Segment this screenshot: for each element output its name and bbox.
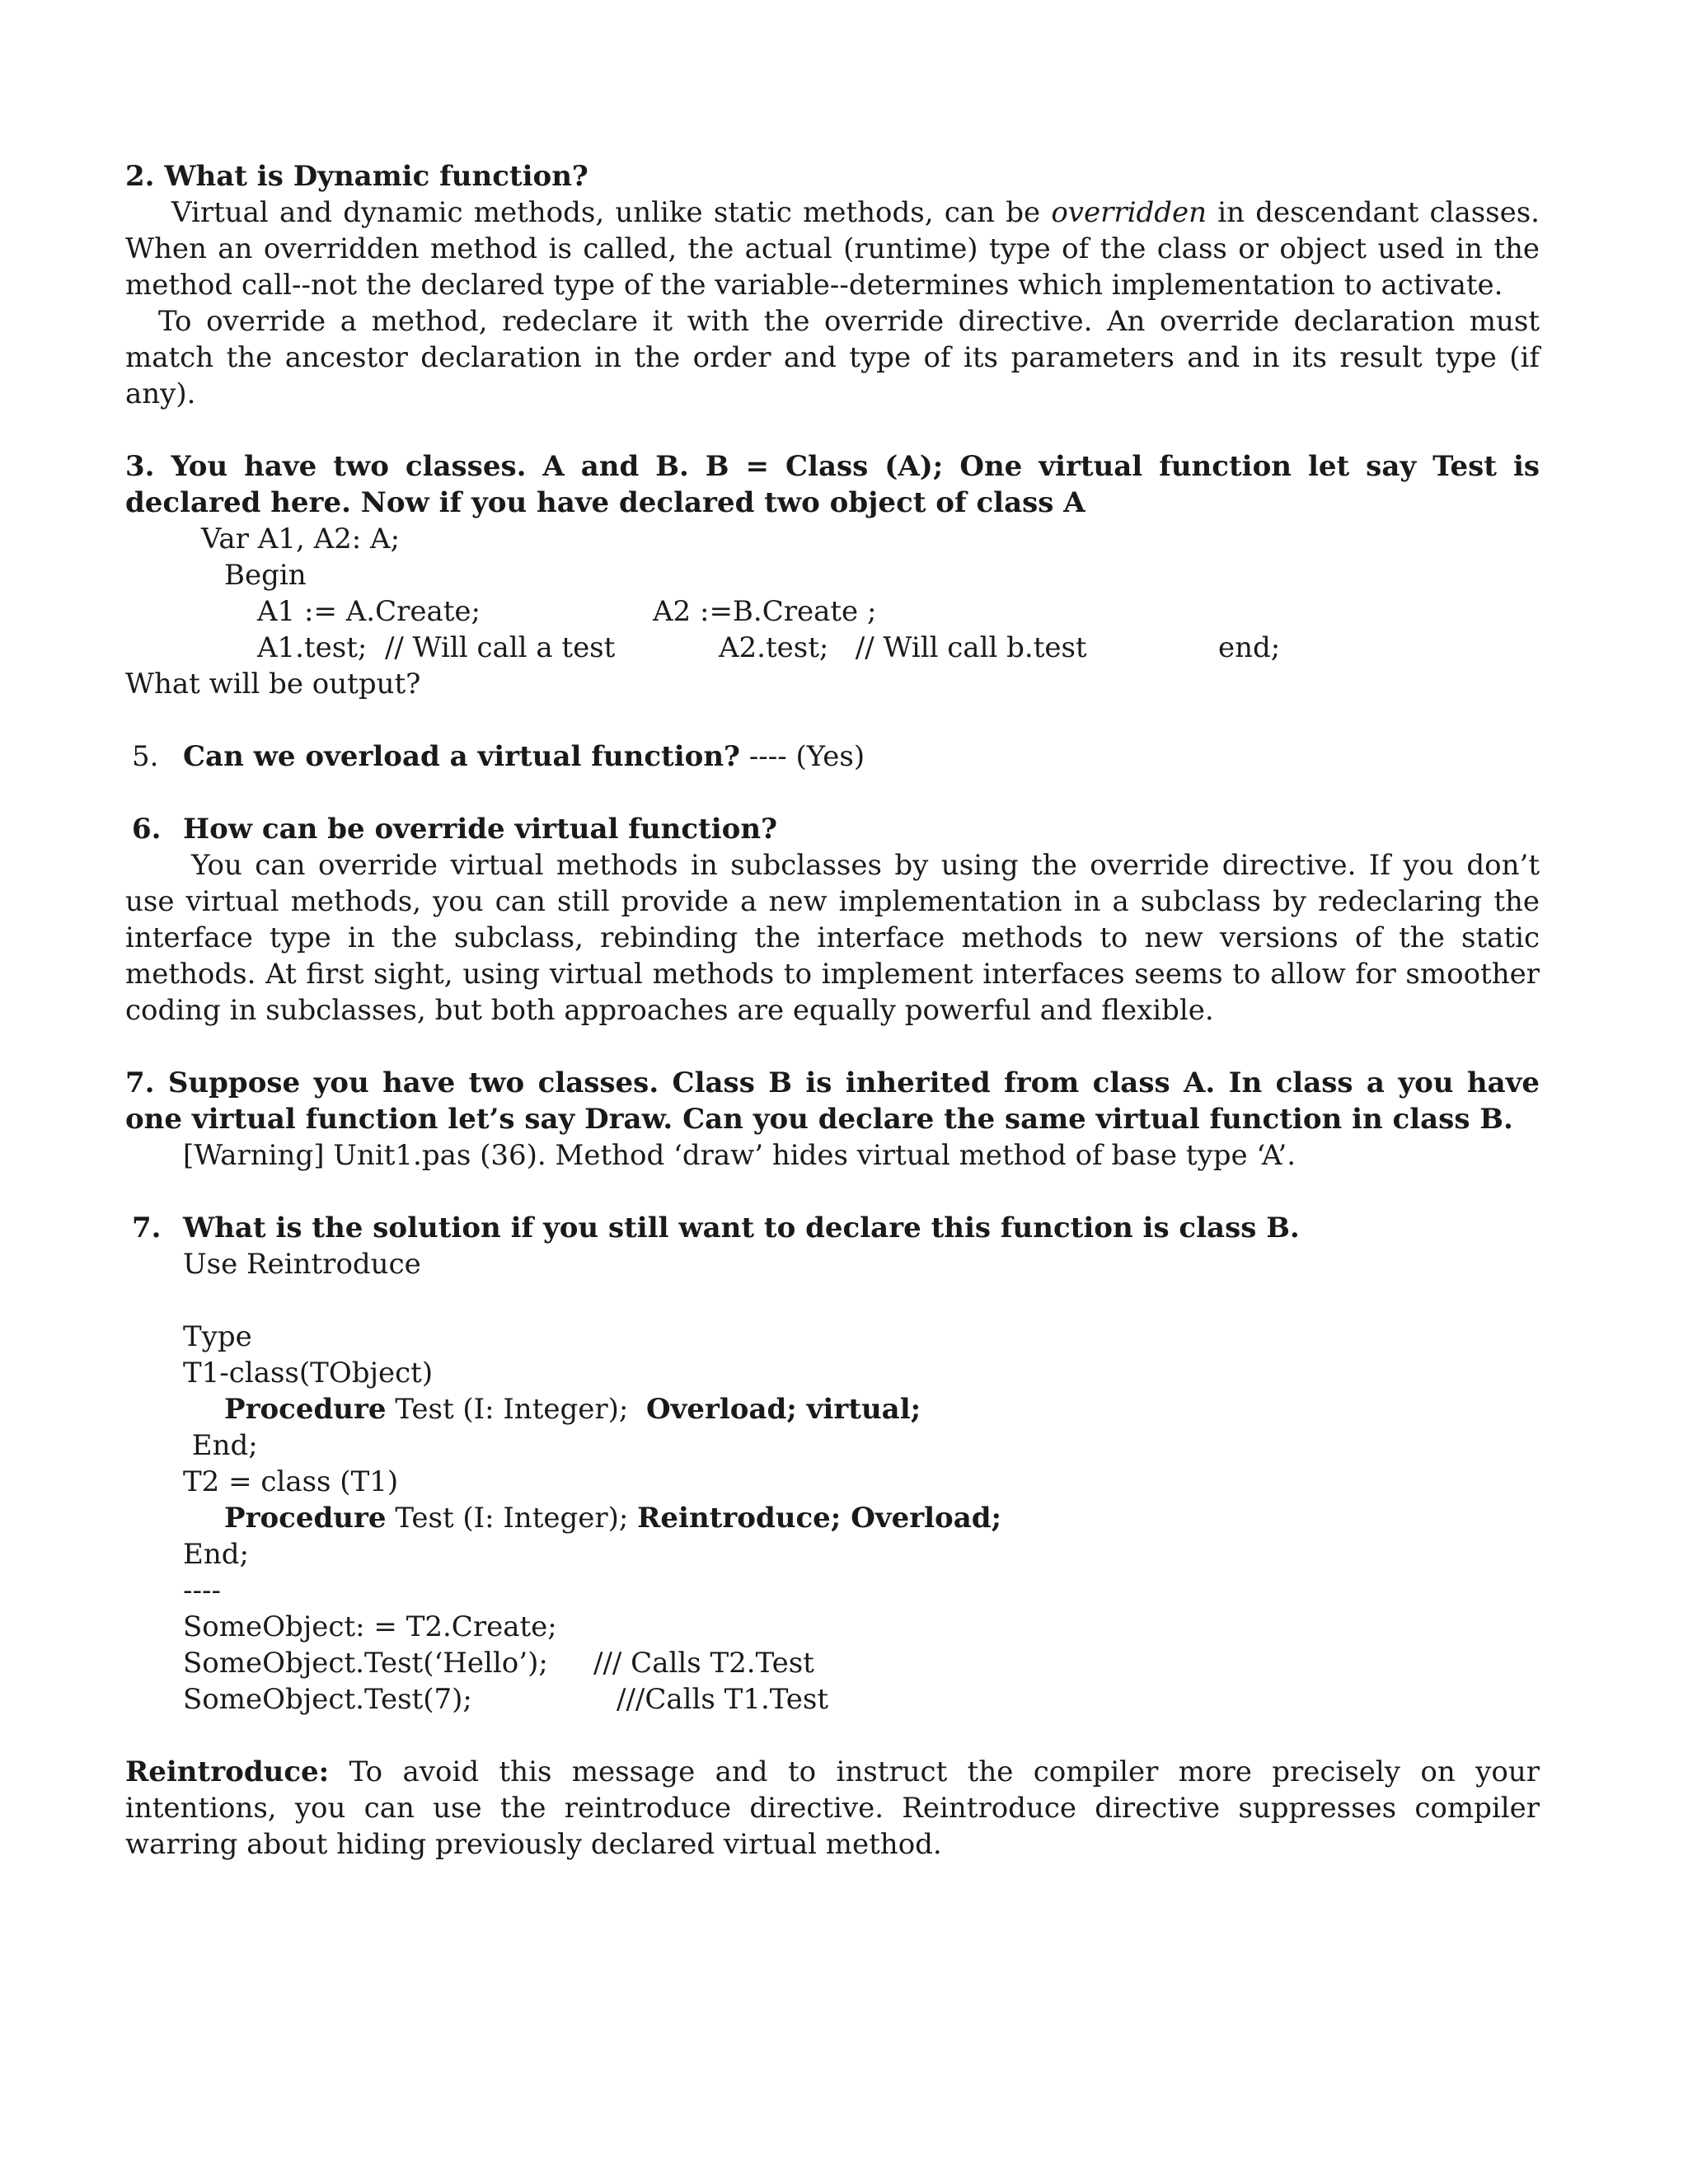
q3-code-line-2 bbox=[125, 557, 1540, 593]
q6-line bbox=[132, 811, 1540, 847]
code-type: Type bbox=[183, 1320, 252, 1353]
q2-p1-emphasis: overridden bbox=[1051, 196, 1207, 229]
code-t2-class: T2 = class (T1) bbox=[183, 1465, 399, 1498]
q5-heading: Can we overload a virtual function? bbox=[183, 740, 740, 773]
code-test-hello: SomeObject.Test(‘Hello’); bbox=[183, 1647, 548, 1680]
q7b-line bbox=[132, 1210, 1540, 1246]
code-procedure-keyword: Procedure bbox=[224, 1502, 387, 1535]
code-create: SomeObject: = T2.Create; bbox=[183, 1610, 557, 1643]
code-line-t1-end bbox=[125, 1427, 1540, 1464]
q3-code-line-3 bbox=[125, 593, 1540, 630]
code-comment-t2: /// Calls T2.Test bbox=[593, 1647, 814, 1680]
q7b-heading: What is the solution if you still want to declare this function is class B. bbox=[183, 1212, 1300, 1244]
code-line-create bbox=[125, 1609, 1540, 1645]
spacer bbox=[125, 412, 1540, 448]
spacer bbox=[125, 1174, 1540, 1210]
q7b-answer: Use Reintroduce bbox=[183, 1248, 421, 1281]
q5-answer: ---- (Yes) bbox=[739, 740, 865, 773]
code-procedure-directives: Overload; virtual; bbox=[645, 1393, 921, 1426]
code-comment-t1: ///Calls T1.Test bbox=[617, 1683, 829, 1716]
reintroduce-label: Reintroduce: bbox=[125, 1755, 330, 1788]
code-procedure-signature: Test (I: Integer); bbox=[386, 1393, 646, 1426]
q3-code-a2-test: A2.test; // Will call b.test bbox=[719, 631, 1087, 664]
spacer bbox=[125, 775, 1540, 811]
q2-p1-text-b: in descendant classes. When an overridden method is called, the actual (runtime) type of the class or object used in the method call--not the declared type of the variable--determines which implementation to activate. bbox=[125, 196, 1540, 302]
q7b-number: 7. bbox=[132, 1212, 162, 1244]
code-line-test-hello bbox=[125, 1645, 1540, 1681]
q3-heading: 3. You have two classes. A and B. B = Class (A); One virtual function let say Test is declared here. Now if you have declared two object of class A bbox=[125, 450, 1540, 519]
code-line-t2-procedure bbox=[125, 1500, 1540, 1536]
q5-line bbox=[132, 738, 1540, 775]
reintroduce-text: To avoid this message and to instruct the compiler more precisely on your intentions, you can use the reintroduce directive. Reintroduce directive suppresses compiler warring about hiding previously declared virtual method. bbox=[125, 1755, 1540, 1861]
code-line-t1-procedure bbox=[125, 1391, 1540, 1427]
code-procedure-keyword: Procedure bbox=[224, 1393, 387, 1426]
q6-heading: How can be override virtual function? bbox=[183, 813, 777, 846]
spacer bbox=[125, 702, 1540, 738]
q6-number: 6. bbox=[132, 813, 162, 846]
code-line-test-7 bbox=[125, 1681, 1540, 1718]
code-procedure-signature: Test (I: Integer); bbox=[386, 1502, 638, 1535]
q3-code-begin: Begin bbox=[224, 559, 307, 592]
q3-code-var: Var A1, A2: A; bbox=[201, 523, 401, 555]
code-end: End; bbox=[183, 1538, 249, 1571]
reintroduce-paragraph bbox=[125, 1754, 1540, 1863]
spacer bbox=[125, 1718, 1540, 1754]
q3-question: What will be output? bbox=[125, 668, 421, 701]
code-separator: ---- bbox=[183, 1574, 221, 1607]
spacer bbox=[125, 1029, 1540, 1065]
code-test-7: SomeObject.Test(7); bbox=[183, 1683, 472, 1716]
q5-number: 5. bbox=[132, 740, 159, 773]
q2-paragraph-2: To override a method, redeclare it with the override directive. An override declaration must match the ancestor declaration in the order and type of its parameters and in its result type (if any). bbox=[125, 305, 1540, 410]
q2-paragraph-1 bbox=[125, 194, 1540, 303]
code-line-type bbox=[125, 1319, 1540, 1355]
q6-body: You can override virtual methods in subclasses by using the override directive. If you don’t use virtual methods, you can still provide a new implementation in a subclass by redeclaring the interface type in the subclass, rebinding the interface methods to new versions of the static methods. At first sight, using virtual methods to implement interfaces seems to allow for smoother coding in subclasses, but both approaches are equally powerful and flexible. bbox=[125, 849, 1540, 1027]
code-line-separator bbox=[125, 1572, 1540, 1609]
q3-code-end: end; bbox=[1218, 631, 1281, 664]
q7a-warning: [Warning] Unit1.pas (36). Method ‘draw’ hides virtual method of base type ‘A’. bbox=[183, 1139, 1296, 1172]
code-line-t2 bbox=[125, 1464, 1540, 1500]
document-page bbox=[125, 158, 1540, 1863]
q3-code-a1-create: A1 := A.Create; bbox=[257, 595, 481, 628]
q3-code-line-1 bbox=[125, 521, 1540, 557]
q3-code-line-4 bbox=[125, 630, 1540, 666]
q2-heading: 2. What is Dynamic function? bbox=[125, 160, 588, 193]
code-line-t1 bbox=[125, 1355, 1540, 1391]
q2-p1-text-a: Virtual and dynamic methods, unlike static methods, can be bbox=[171, 196, 1052, 229]
spacer bbox=[125, 1282, 1540, 1319]
code-procedure-directives: Reintroduce; Overload; bbox=[637, 1502, 1002, 1535]
code-line-t2-end bbox=[125, 1536, 1540, 1572]
code-t1-class: T1-class(TObject) bbox=[183, 1357, 434, 1390]
q3-code-a1-test: A1.test; // Will call a test bbox=[257, 631, 616, 664]
code-end: End; bbox=[183, 1429, 258, 1462]
q7a-heading: 7. Suppose you have two classes. Class B is inherited from class A. In class a you have one virtual function let’s say Draw. Can you declare the same virtual function in class B. bbox=[125, 1066, 1540, 1136]
q3-code-a2-create: A2 :=B.Create ; bbox=[653, 595, 877, 628]
